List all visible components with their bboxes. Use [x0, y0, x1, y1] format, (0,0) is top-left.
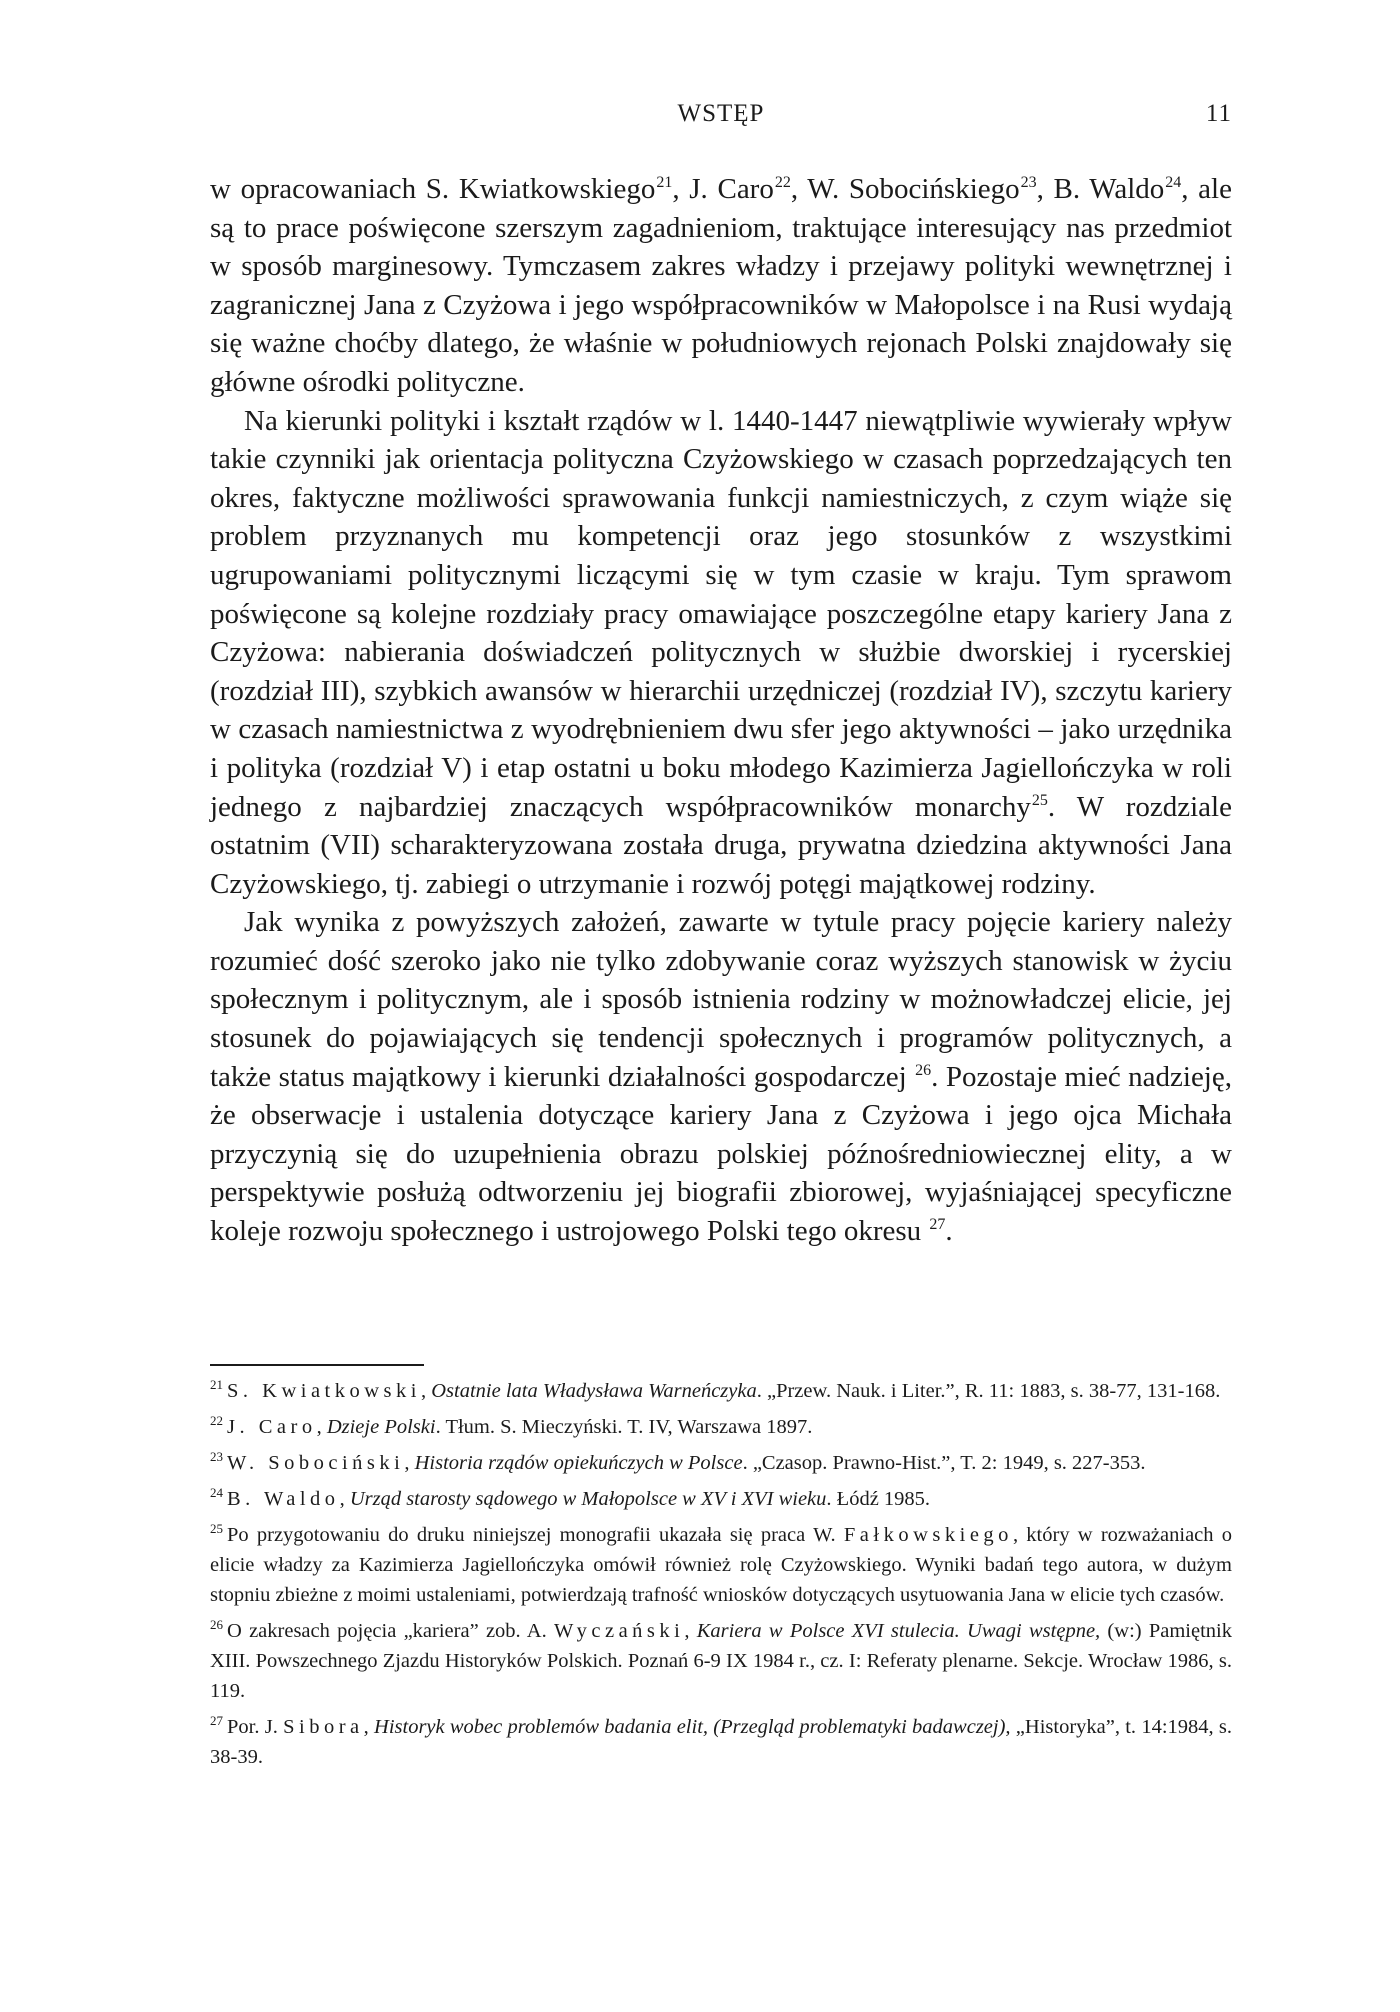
footnote-24	[210, 1484, 1232, 1514]
italic-title: Ostatnie lata Władysława Warneńczyka	[431, 1380, 757, 1402]
text-run: Po przygotowaniu do druku niniejszej monografii ukazała się praca W.	[227, 1524, 844, 1546]
footnote-22	[210, 1412, 1232, 1442]
text-run: ,	[404, 1452, 415, 1474]
text-run: ,	[363, 1716, 375, 1738]
footnote-number: 27	[210, 1713, 223, 1729]
footnote-number: 21	[210, 1377, 223, 1393]
author-name: J. Caro	[227, 1416, 317, 1438]
text-run: ,	[420, 1380, 432, 1402]
text-run: . W rozdziale ostatnim (VII) scharakteryzowana została druga, prywatna dziedzina aktywności Jana Czyżowskiego, tj. zabiegi o utrzymanie i rozwój potęgi majątkowej rodziny.	[210, 790, 1232, 900]
italic-title: Historia rządów opiekuńczych w Polsce	[414, 1452, 743, 1474]
text-run: (w:) Pamiętnik XIII. Powszechnego Zjazdu Historyków Polskich. Poznań 6-9 IX 1984 r., cz. I: Referaty plenarne. Sekcje. Wrocław 1986, s. 119.	[210, 1620, 1232, 1702]
text-run: . „Przew. Nauk. i Liter.”, R. 11: 1883, s. 38-77, 131-168.	[756, 1380, 1221, 1402]
text-run: , ale są to prace poświęcone szerszym zagadnieniom, traktujące interesujący nas przedmiot w sposób marginesowy. Tymczasem zakres władzy i przejawy polityki wewnętrznej i zagranicznej Jana z Czyżowa i jego współpracowników w Małopolsce i na Rusi wydają się ważne choćby dlatego, że właśnie w południowych rejonach Polski znajdowały się główne ośrodki polityczne.	[210, 173, 1232, 398]
footnote-number: 26	[210, 1617, 223, 1633]
text-run: , W. Sobocińskiego	[790, 173, 1020, 205]
italic-title: Dzieje Polski	[326, 1416, 436, 1438]
text-run: . Tłum. S. Mieczyński. T. IV, Warszawa 1897.	[435, 1416, 813, 1438]
text-run: . Pozostaje mieć nadzieję, że obserwacje i ustalenia dotyczące kariery Jana z Czyżowa i jego ojca Michała przyczynią się do uzupełnienia obrazu polskiej późnośredniowiecznej elity, a w perspektywie posłużą odtworzeniu jej biografii zbiorowej, wyjaśniającej specyficzne koleje rozwoju społecznego i ustrojowego Polski tego okresu	[210, 1060, 1232, 1248]
text-run: .	[945, 1215, 953, 1248]
text-run: Na kierunki polityki i kształt rządów w l. 1440-1447 niewątpliwie wywierały wpływ takie czynniki jak orientacja polityczna Czyżowskiego w czasach poprzedzających ten okres, faktyczne możliwości sprawowania funkcji namiestniczych, z czym wiąże się problem przyznanych mu kompetencji oraz jego stosunków z wszystkimi ugrupowaniami politycznymi liczącymi się w tym czasie w kraju. Tym sprawom poświęcone są kolejne rozdziały pracy omawiające poszczególne etapy kariery Jana z Czyżowa: nabierania doświadczeń politycznych w służbie dworskiej i rycerskiej (rozdział III), szybkich awansów w hierarchii urzędniczej (rozdział IV), szczytu kariery w czasach namiestnictwa z wyodrębnieniem dwu sfer jego aktywności – jako urzędnika i polityka (rozdział V) i etap ostatni u boku młodego Kazimierza Jagiellończyka w roli jednego z najbardziej znaczących współpracowników monarchy	[210, 404, 1232, 823]
text-run: . „Czasop. Prawno-Hist.”, T. 2: 1949, s. 227-353.	[742, 1452, 1146, 1474]
footnote-separator	[210, 1364, 424, 1366]
footnote-reference: 23	[1020, 174, 1037, 192]
text-run: w opracowaniach S. Kwiatkowskiego	[210, 173, 656, 205]
author-name: B. Waldo	[227, 1488, 340, 1510]
text-run: ,	[339, 1488, 350, 1510]
footnote-reference: 21	[656, 174, 673, 192]
footnote-25	[210, 1520, 1232, 1610]
italic-title: Urząd starosty sądowego w Małopolsce w XV i XVI wieku	[349, 1488, 827, 1510]
footnote-26	[210, 1616, 1232, 1706]
text-run: ,	[316, 1416, 327, 1438]
footnote-27	[210, 1712, 1232, 1772]
paragraph-1	[210, 170, 1232, 402]
page-number: 11	[1205, 100, 1232, 127]
text-run: , B. Waldo	[1036, 173, 1165, 205]
text-run: ,	[684, 1620, 697, 1642]
book-page	[210, 0, 1232, 2012]
footnote-reference: 27	[929, 1216, 946, 1234]
author-name: Sibora	[283, 1716, 364, 1738]
author-name: W. Sobociński	[227, 1452, 405, 1474]
author-name: S. Kwiatkowski	[227, 1380, 421, 1402]
footnotes	[210, 1376, 1232, 1778]
text-run: . Łódź 1985.	[826, 1488, 931, 1510]
text-run: O zakresach pojęcia „kariera” zob. A.	[227, 1620, 554, 1642]
paragraph-2	[210, 402, 1232, 904]
running-head	[210, 100, 1232, 134]
italic-title: Historyk wobec problemów badania elit, (Przegląd problematyki badawczej),	[374, 1716, 1011, 1738]
footnote-reference: 24	[1165, 174, 1182, 192]
italic-title: Kariera w Polsce XVI stulecia. Uwagi wstępne,	[696, 1620, 1101, 1642]
footnote-number: 22	[210, 1413, 223, 1429]
footnote-number: 23	[210, 1449, 223, 1465]
text-run: „Historyka”, t. 14:1984, s. 38-39.	[210, 1716, 1232, 1768]
footnote-number: 24	[210, 1485, 223, 1501]
text-run: , który w rozważaniach o elicie władzy za Kazimierza Jagiellończyka omówił również rolę Czyżowskiego. Wyniki badań tego autora, w dużym stopniu zbieżne z moimi ustaleniami, potwierdzają trafność wniosków dotyczących usytuowania Jana w elicie tych czasów.	[210, 1524, 1232, 1606]
footnote-reference: 26	[915, 1062, 932, 1079]
footnote-21	[210, 1376, 1232, 1406]
footnote-reference: 22	[774, 174, 791, 192]
text-run: , J. Caro	[672, 173, 774, 205]
footnote-reference: 25	[1031, 791, 1048, 809]
paragraph-3	[210, 903, 1232, 1250]
author-name: Fałkowskiego	[843, 1524, 1013, 1546]
footnote-23	[210, 1448, 1232, 1478]
author-name: Wyczański	[554, 1620, 685, 1642]
text-run: Por. J.	[227, 1716, 284, 1738]
text-run: Jak wynika z powyższych założeń, zawarte w tytule pracy pojęcie kariery należy rozumieć dość szeroko jako nie tylko zdobywanie coraz wyższych stanowisk w życiu społecznym i politycznym, ale i sposób istnienia rodziny w możnowładczej elicie, jej stosunek do pojawiających się tendencji społecznych i programów politycznych, a także status majątkowy i kierunki działalności gospodarczej	[210, 906, 1232, 1093]
footnote-number: 25	[210, 1521, 223, 1537]
running-head-title: WSTĘP	[677, 100, 765, 127]
main-text	[210, 170, 1232, 1251]
